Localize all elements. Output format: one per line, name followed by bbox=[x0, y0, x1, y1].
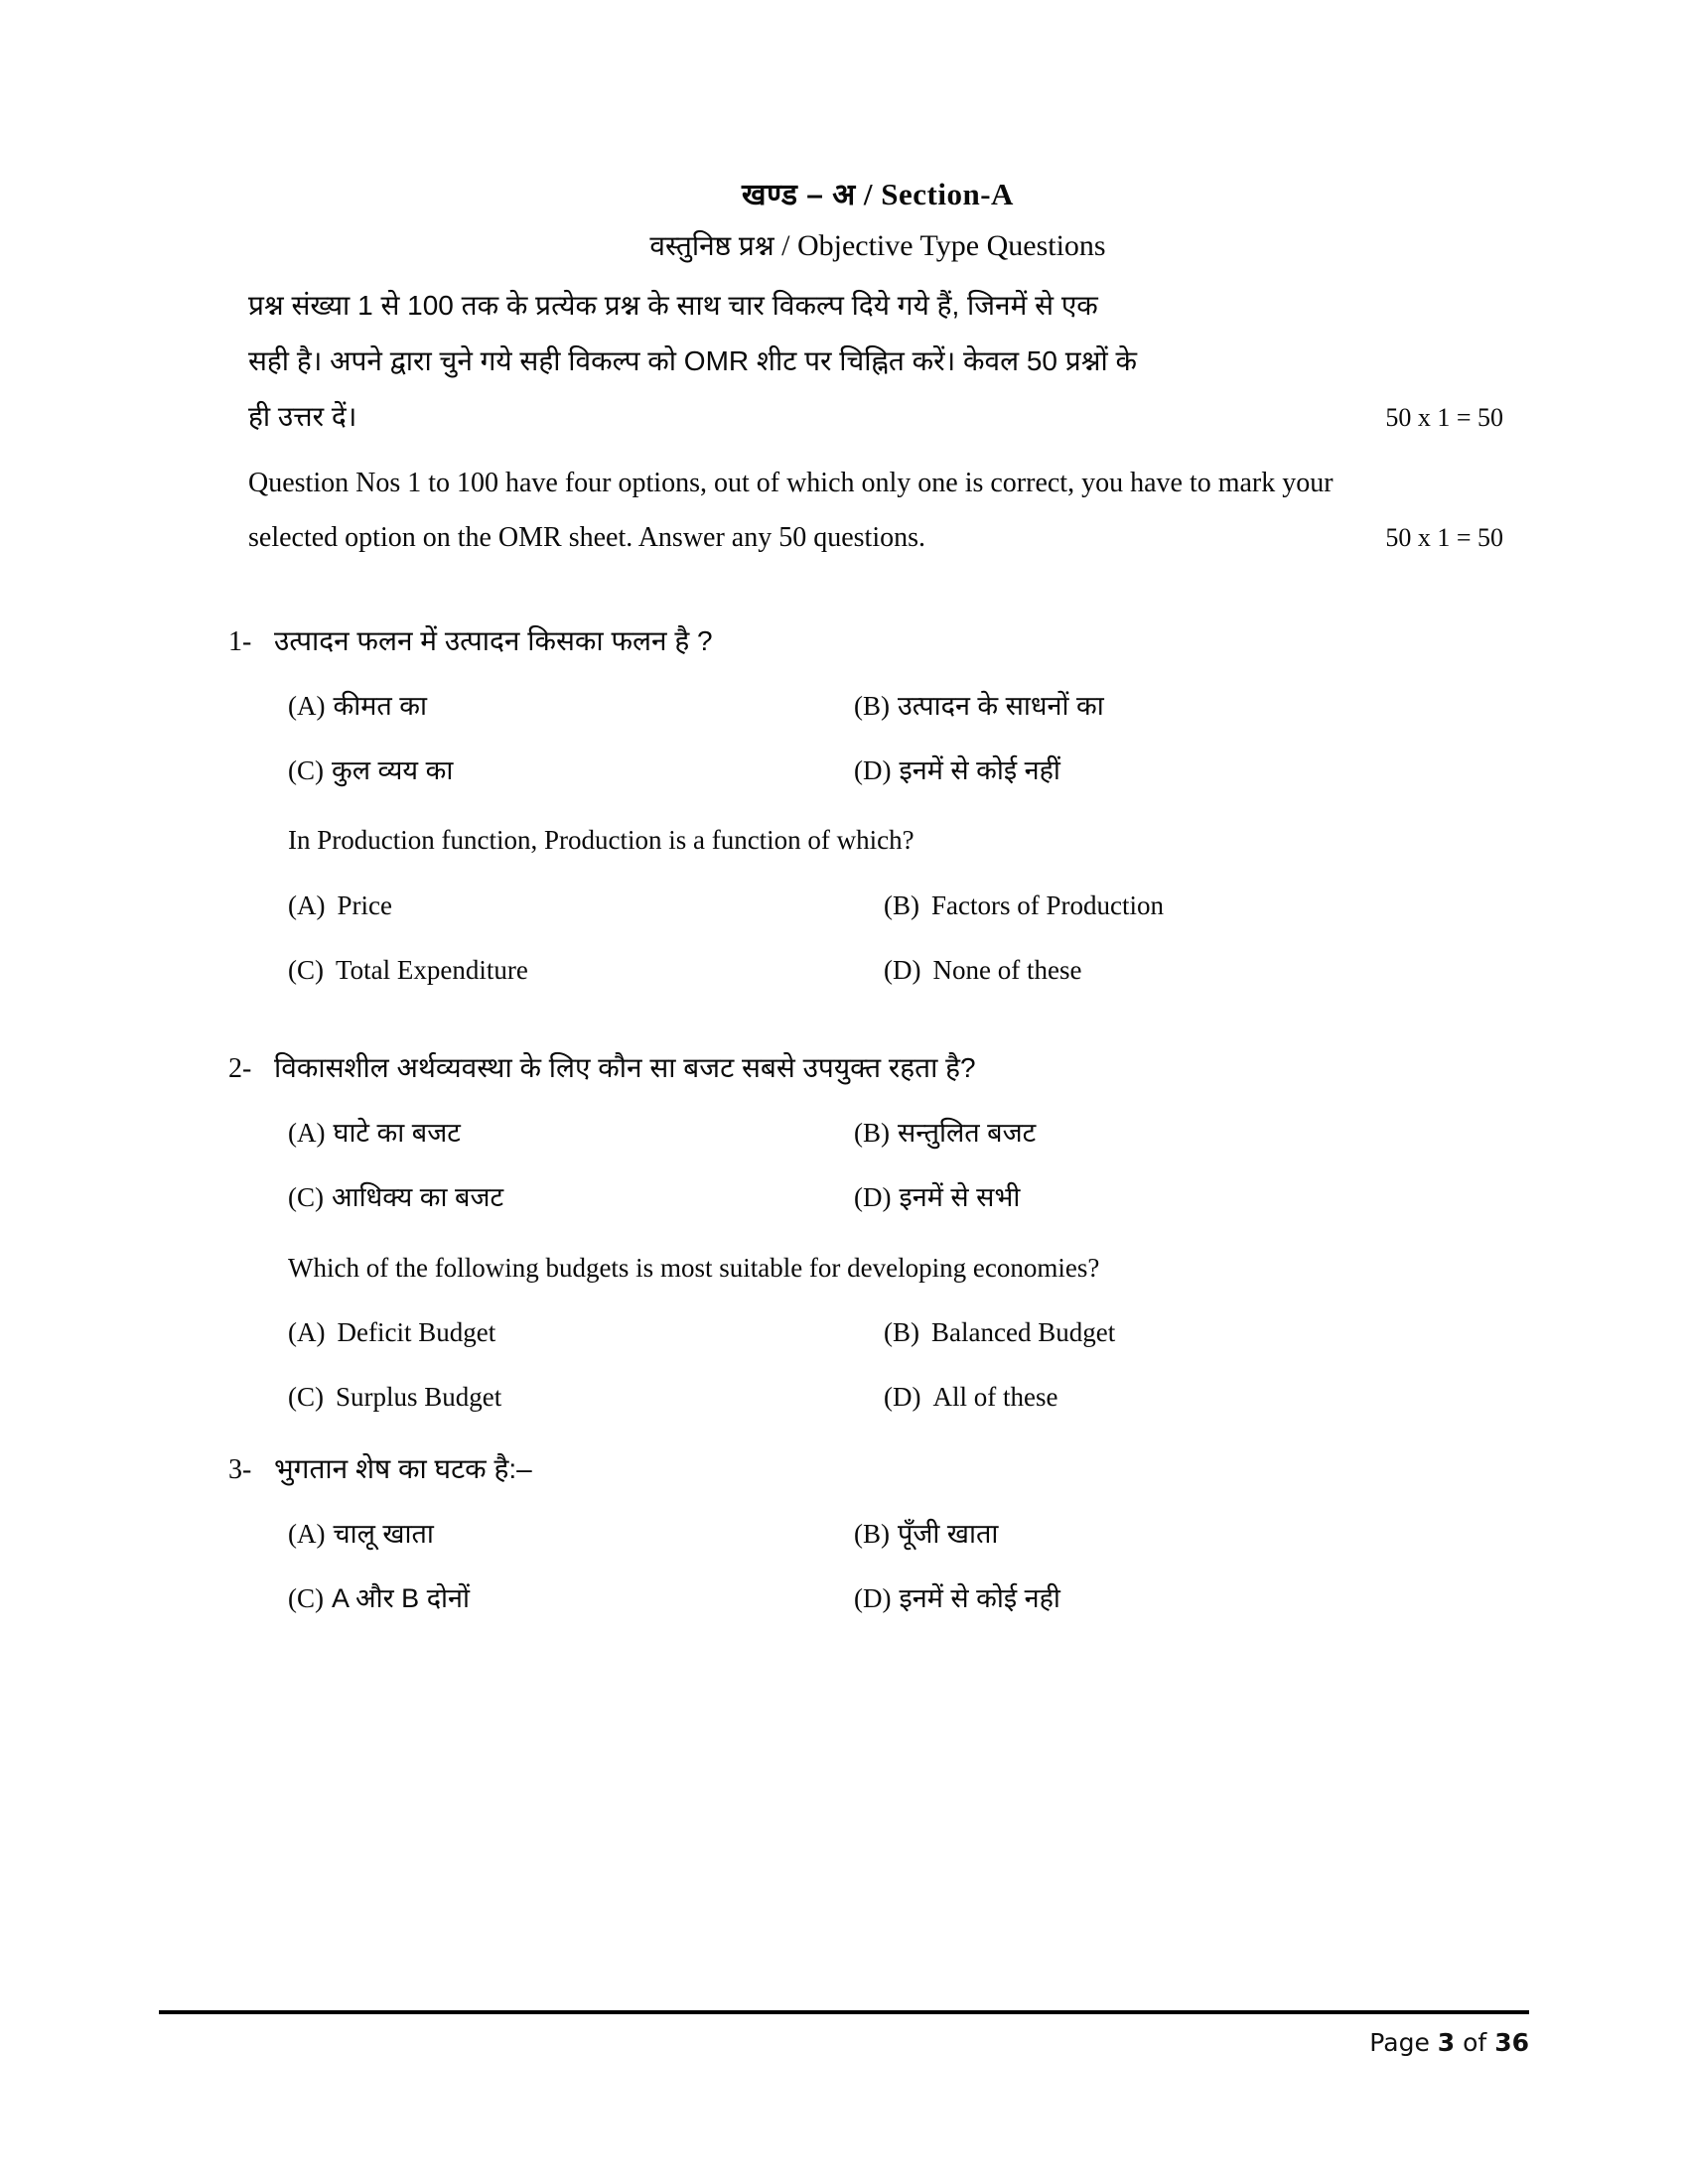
instructions-english-line-2-row bbox=[248, 511, 1507, 566]
page-content bbox=[228, 174, 1507, 1619]
option-text: कुल व्यय का bbox=[332, 755, 454, 786]
instructions-english-marks: 50 x 1 = 50 bbox=[1385, 522, 1503, 552]
question-2-number: 2- bbox=[228, 1053, 252, 1085]
question-2-option-d-hindi[interactable] bbox=[854, 1178, 1507, 1217]
instructions-english-line-2: selected option on the OMR sheet. Answer any 50 questions. bbox=[248, 521, 926, 553]
option-text: A और B दोनों bbox=[332, 1583, 471, 1614]
page-footer bbox=[159, 2010, 1529, 2057]
question-2-option-b-hindi[interactable] bbox=[854, 1114, 1507, 1153]
option-label: (A) bbox=[288, 1118, 326, 1149]
question-2-stem-hindi bbox=[228, 1047, 1507, 1090]
option-text: सन्तुलित बजट bbox=[898, 1118, 1037, 1149]
option-text: पूँजी खाता bbox=[898, 1519, 999, 1550]
question-1-option-c-english[interactable] bbox=[288, 951, 884, 990]
option-text: Factors of Production bbox=[931, 889, 1164, 920]
question-1-options-hindi-row-1 bbox=[248, 687, 1507, 726]
option-label: (C) bbox=[288, 1382, 324, 1413]
question-1-options-hindi-row-2 bbox=[248, 751, 1507, 790]
option-text: इनमें से सभी bbox=[899, 1182, 1021, 1213]
option-text: Balanced Budget bbox=[931, 1317, 1116, 1348]
subheading-english: Objective Type Questions bbox=[796, 228, 1106, 262]
question-2-option-c-hindi[interactable] bbox=[288, 1178, 854, 1217]
instructions-hindi-marks: 50 x 1 = 50 bbox=[1385, 403, 1503, 432]
subheading-hindi: वस्तुनिष्ठ प्रश्न bbox=[649, 229, 774, 261]
question-1-option-a-hindi[interactable] bbox=[288, 687, 854, 726]
instructions-hindi bbox=[248, 278, 1507, 445]
question-1-option-d-english[interactable] bbox=[884, 951, 1507, 990]
section-heading-hindi: खण्ड – अ bbox=[742, 179, 856, 211]
question-3-options-hindi-row-2 bbox=[248, 1579, 1507, 1618]
question-1 bbox=[228, 620, 1507, 990]
question-2-stem-hindi-text: विकासशील अर्थव्यवस्था के लिए कौन सा बजट सबसे उपयुक्त रहता है? bbox=[274, 1052, 976, 1084]
option-text: घाटे का बजट bbox=[333, 1118, 461, 1149]
option-label: (A) bbox=[288, 1317, 326, 1348]
option-label: (D) bbox=[854, 1182, 892, 1213]
question-2-stem-english: Which of the following budgets is most suitable for developing economies? bbox=[288, 1252, 1100, 1283]
option-label: (D) bbox=[884, 955, 921, 986]
question-1-stem-hindi bbox=[228, 620, 1507, 663]
question-1-stem-hindi-text: उत्पादन फलन में उत्पादन किसका फलन है ? bbox=[274, 625, 713, 657]
option-text: इनमें से कोई नहीं bbox=[899, 755, 1060, 786]
section-heading bbox=[248, 174, 1507, 216]
question-2-option-b-english[interactable] bbox=[884, 1313, 1507, 1352]
option-label: (C) bbox=[288, 1182, 324, 1213]
question-1-option-c-hindi[interactable] bbox=[288, 751, 854, 790]
option-text: आधिक्य का बजट bbox=[332, 1182, 504, 1213]
option-label: (D) bbox=[884, 1382, 921, 1413]
option-label: (B) bbox=[884, 1317, 919, 1348]
question-3-stem-hindi-text: भुगतान शेष का घटक है:– bbox=[274, 1453, 532, 1485]
option-text: इनमें से कोई नही bbox=[899, 1583, 1060, 1614]
option-label: (D) bbox=[854, 1583, 892, 1614]
option-text: None of these bbox=[932, 955, 1082, 986]
question-1-stem-english: In Production function, Production is a function of which? bbox=[288, 825, 914, 856]
option-label: (B) bbox=[884, 889, 919, 920]
option-text: All of these bbox=[932, 1382, 1058, 1413]
option-text: Surplus Budget bbox=[336, 1382, 502, 1413]
option-text: चालू खाता bbox=[333, 1519, 434, 1550]
option-text: कीमत का bbox=[333, 691, 427, 722]
option-label: (B) bbox=[854, 1118, 890, 1149]
option-text: Deficit Budget bbox=[337, 1317, 496, 1348]
option-text: Total Expenditure bbox=[336, 955, 528, 986]
footer-page-total: 36 bbox=[1494, 2028, 1529, 2057]
instructions-hindi-line-3: ही उत्तर दें। bbox=[248, 401, 357, 432]
footer-page-number: 3 bbox=[1437, 2028, 1456, 2057]
option-text: उत्पादन के साधनों का bbox=[898, 691, 1104, 722]
question-2 bbox=[228, 1047, 1507, 1417]
instructions-english bbox=[248, 457, 1507, 565]
question-2-options-english-row-1 bbox=[248, 1313, 1507, 1352]
subheading bbox=[248, 226, 1507, 267]
option-label: (A) bbox=[288, 1519, 326, 1550]
question-1-option-b-hindi[interactable] bbox=[854, 687, 1507, 726]
question-3-option-d-hindi[interactable] bbox=[854, 1579, 1507, 1618]
question-1-option-a-english[interactable] bbox=[288, 887, 884, 925]
question-3-option-a-hindi[interactable] bbox=[288, 1515, 854, 1554]
instructions-hindi-line-2: सही है। अपने द्वारा चुने गये सही विकल्प को OMR शीट पर चिह्नित करें। केवल 50 प्रश्नों के bbox=[248, 345, 1138, 376]
option-label: (C) bbox=[288, 1583, 324, 1614]
footer-page-prefix: Page bbox=[1369, 2028, 1430, 2057]
footer-page-middle: of bbox=[1463, 2028, 1487, 2057]
footer-divider bbox=[159, 2010, 1529, 2014]
question-1-options-english-row-1 bbox=[248, 887, 1507, 925]
option-label: (C) bbox=[288, 755, 324, 786]
option-text: Price bbox=[337, 889, 392, 920]
instructions-english-line-1: Question Nos 1 to 100 have four options, out of which only one is correct, you have to mark your bbox=[248, 468, 1334, 498]
option-label: (B) bbox=[854, 1519, 890, 1550]
question-2-option-d-english[interactable] bbox=[884, 1378, 1507, 1417]
instructions-hindi-line-1: प्रश्न संख्या 1 से 100 तक के प्रत्येक प्रश्न के साथ चार विकल्प दिये गये हैं, जिनमें से एक bbox=[248, 290, 1098, 321]
section-heading-english: Section-A bbox=[881, 177, 1014, 211]
option-label: (C) bbox=[288, 955, 324, 986]
question-2-options-hindi-row-1 bbox=[248, 1114, 1507, 1153]
question-1-option-d-hindi[interactable] bbox=[854, 751, 1507, 790]
option-label: (B) bbox=[854, 691, 890, 722]
section-heading-separator: / bbox=[863, 177, 874, 211]
question-2-option-a-english[interactable] bbox=[288, 1313, 884, 1352]
question-2-options-english-row-2 bbox=[248, 1378, 1507, 1417]
page-number-label bbox=[159, 2028, 1529, 2057]
question-3-option-b-hindi[interactable] bbox=[854, 1515, 1507, 1554]
question-2-options-hindi-row-2 bbox=[248, 1178, 1507, 1217]
question-1-option-b-english[interactable] bbox=[884, 887, 1507, 925]
option-label: (A) bbox=[288, 889, 326, 920]
question-3-number: 3- bbox=[228, 1454, 252, 1486]
instructions-hindi-line-3-row bbox=[248, 389, 1507, 445]
question-1-options-english-row-2 bbox=[248, 951, 1507, 990]
question-1-number: 1- bbox=[228, 626, 252, 658]
option-label: (A) bbox=[288, 691, 326, 722]
question-2-option-c-english[interactable] bbox=[288, 1378, 884, 1417]
question-2-option-a-hindi[interactable] bbox=[288, 1114, 854, 1153]
question-3-option-c-hindi[interactable] bbox=[288, 1579, 854, 1618]
option-label: (D) bbox=[854, 755, 892, 786]
question-3-stem-hindi bbox=[228, 1448, 1507, 1491]
question-3-options-hindi-row-1 bbox=[248, 1515, 1507, 1554]
subheading-separator: / bbox=[781, 228, 790, 262]
question-3 bbox=[228, 1448, 1507, 1618]
